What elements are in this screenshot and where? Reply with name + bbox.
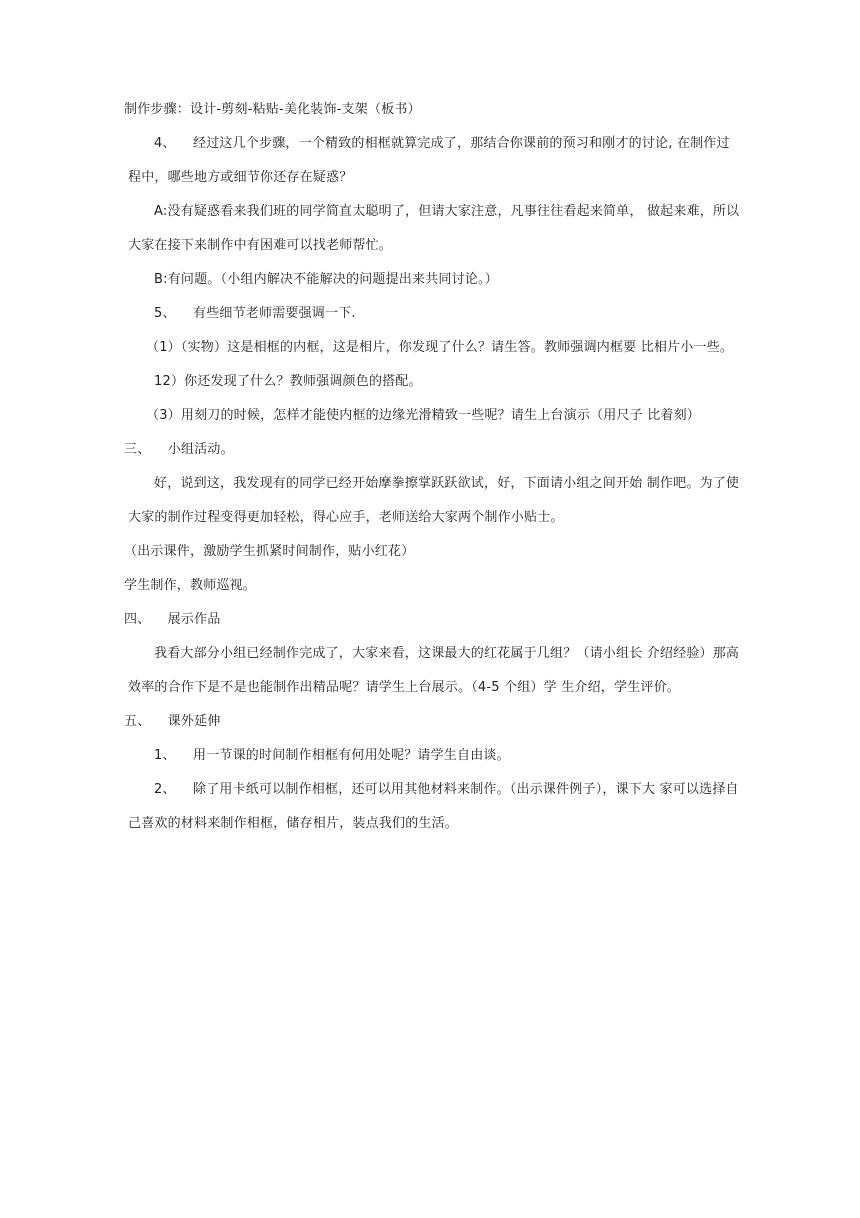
paragraph-option-b: B:有问题。（小组内解决不能解决的问题提出来共同讨论。）: [154, 272, 498, 287]
paragraph-extension-1: 1、 用一节课的时间制作相框有何用处呢？请学生自由谈。: [154, 748, 510, 763]
paragraph-showcase: 我看大部分小组已经制作完成了，大家来看，这课最大的红花属于几组？（请小组长 介绍经验）那高效率的合作下是不是也能制作出精品呢？请学生上台展示。（4-5 个组）学 生介绍，学生评价。: [128, 646, 740, 695]
paragraph-detail-2: 12）你还发现了什么？教师强调颜色的搭配。: [154, 374, 422, 389]
paragraph-detail-3: （3）用刻刀的时候，怎样才能使内框的边缘光滑精致一些呢？请生上台演示（用尺子 比着刻）: [146, 408, 701, 423]
paragraph-item-5: 5、 有些细节老师需要强调一下.: [154, 306, 356, 321]
section-heading-4: 四、 展示作品: [124, 612, 221, 627]
paragraph-steps: 制作步骤：设计-剪刻-粘贴-美化装饰-支架（板书）: [124, 102, 421, 117]
paragraph-detail-1: （1）（实物）这是相框的内框，这是相片，你发现了什么？请生答。教师强调内框要 比相片小一些。: [146, 340, 734, 355]
document-page: [124, 93, 740, 841]
paragraph-show-slides: （出示课件，激励学生抓紧时间制作，贴小红花）: [124, 544, 415, 559]
paragraph-students-make: 学生制作，教师巡视。: [124, 578, 257, 593]
section-heading-5: 五、 课外延伸: [124, 714, 221, 729]
paragraph-item-4: 4、 经过这几个步骤，一个精致的相框就算完成了，那结合你课前的预习和刚才的讨论, 在制作过程中，哪些地方或细节你还存在疑惑？: [128, 136, 730, 185]
paragraph-option-a: A:没有疑惑看来我们班的同学简直太聪明了，但请大家注意，凡事往往看起来简单， 做起来难，所以大家在接下来制作中有困难可以找老师帮忙。: [128, 204, 740, 253]
paragraph-extension-2: 2、 除了用卡纸可以制作相框，还可以用其他材料来制作。（出示课件例子），课下大 家可以选择自己喜欢的材料来制作相框，储存相片，装点我们的生活。: [128, 782, 739, 831]
paragraph-group-activity: 好，说到这，我发现有的同学已经开始摩拳擦掌跃跃欲试，好，下面请小组之间开始 制作吧。为了使大家的制作过程变得更加轻松，得心应手，老师送给大家两个制作小贴士。: [128, 476, 740, 525]
section-heading-3: 三、 小组活动。: [124, 442, 234, 457]
